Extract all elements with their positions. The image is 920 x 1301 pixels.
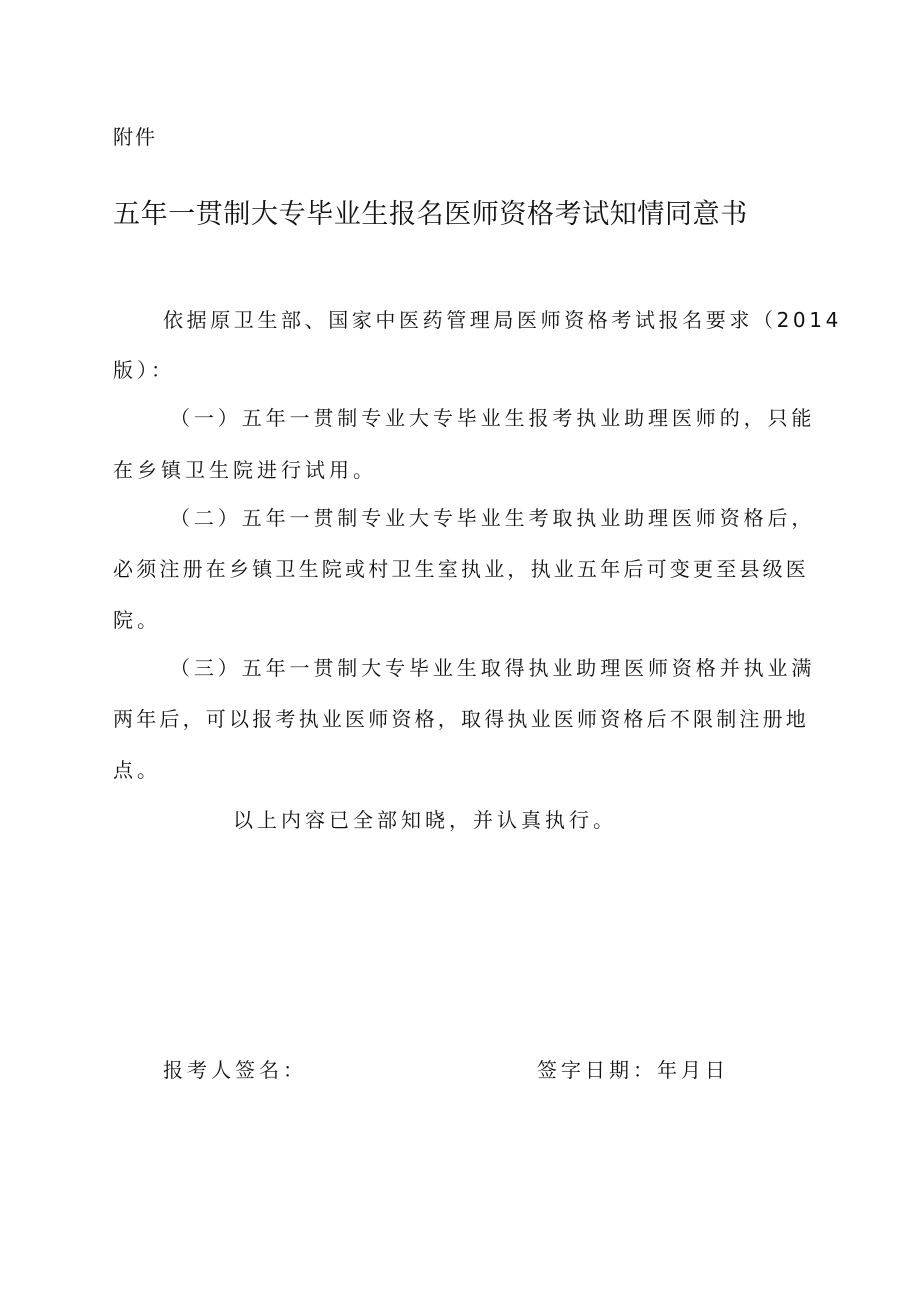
item-2-line: 院。 [113,608,161,632]
signature-label: 报考人签名： [163,1058,307,1082]
item-1-line: 在乡镇卫生院进行试用。 [113,458,377,482]
item-2-line: （二）五年一贯制专业大专毕业生考取执业助理医师资格后， [170,506,816,530]
item-3-line: 两年后，可以报考执业医师资格，取得执业医师资格后不限制注册地 [113,707,809,731]
attachment-label: 附件 [113,125,157,149]
document-title: 五年一贯制大专毕业生报名医师资格考试知情同意书 [113,199,748,230]
item-3-line: （三）五年一贯制大专毕业生取得执业助理医师资格并执业满 [170,656,816,680]
intro-line: 版）： [113,358,175,382]
acknowledgement-text: 以上内容已全部知晓，并认真执行。 [233,808,617,832]
item-1-line: （一）五年一贯制专业大专毕业生报考执业助理医师的，只能 [170,406,816,430]
item-3-line: 点。 [113,758,161,782]
date-label: 签字日期：年月日 [537,1058,729,1082]
intro-line: 依据原卫生部、国家中医药管理局医师资格考试报名要求（2014 [163,308,842,332]
item-2-line: 必须注册在乡镇卫生院或村卫生室执业，执业五年后可变更至县级医 [113,557,809,581]
